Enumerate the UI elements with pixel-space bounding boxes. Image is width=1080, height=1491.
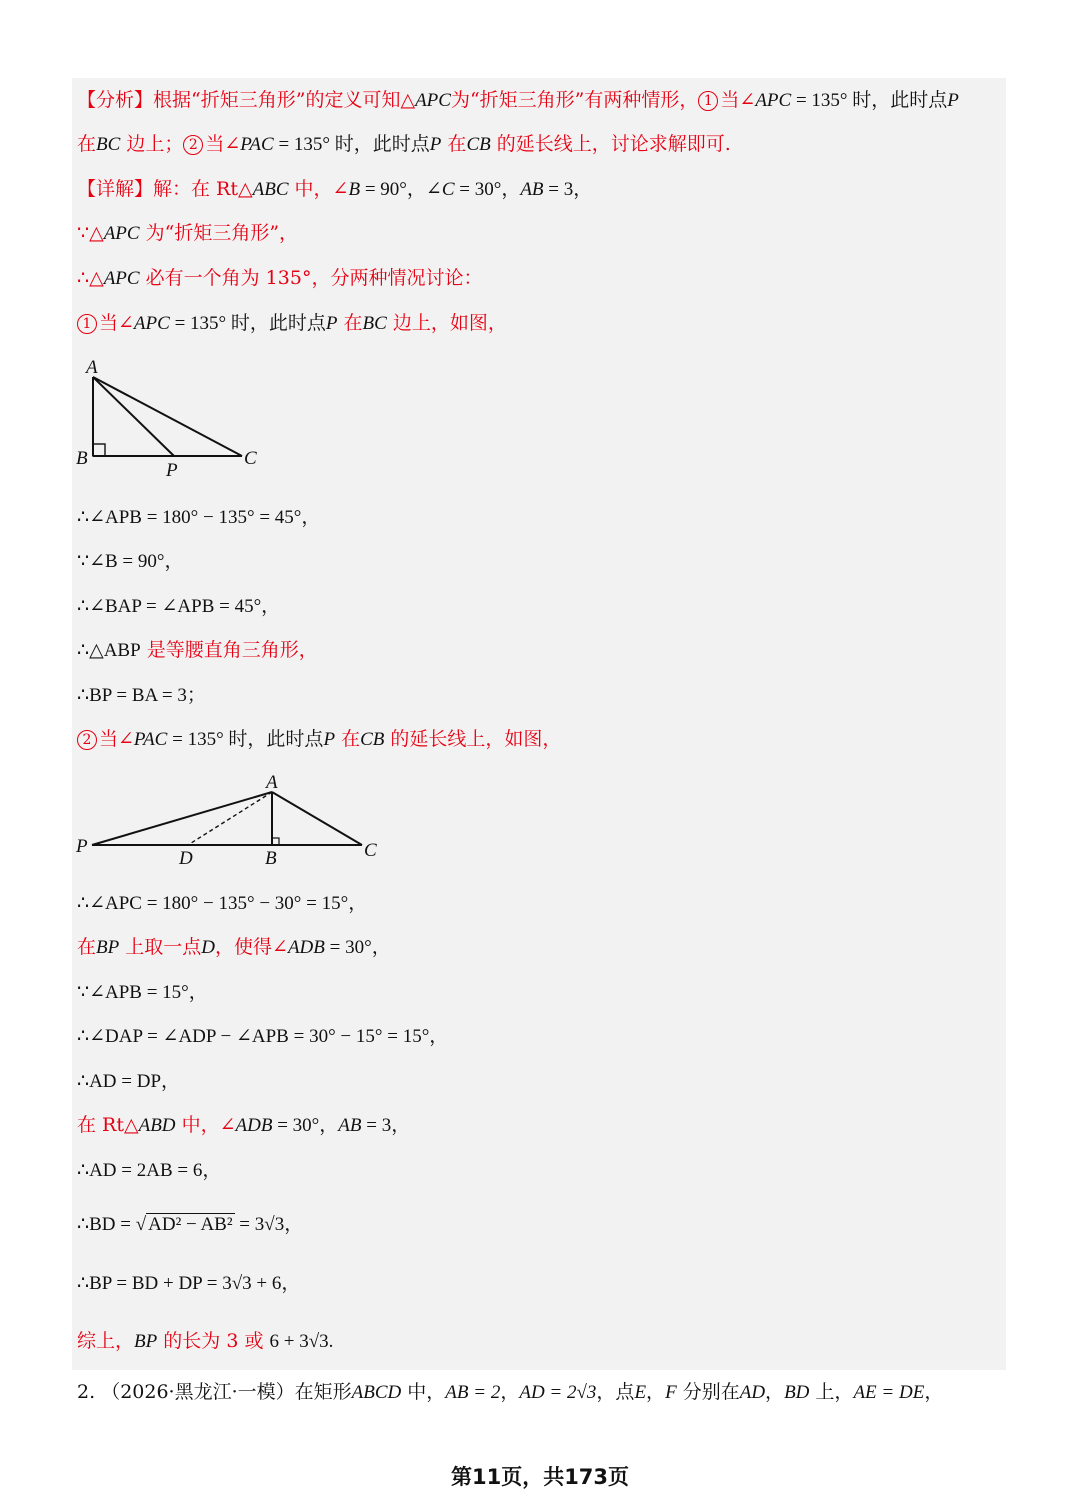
right-angle-mark xyxy=(93,444,105,456)
circled-number-2: 2 xyxy=(77,730,97,750)
detail-line-2: ∵△APC 为“折矩三角形”， xyxy=(77,222,299,244)
case1-step-4: ∴△ABP 是等腰直角三角形， xyxy=(77,639,318,661)
label-b: B xyxy=(76,448,88,469)
circled-number-2: 2 xyxy=(183,135,203,155)
label-p: P xyxy=(76,836,88,857)
case1-step-3: ∴∠BAP = ∠APB = 45°， xyxy=(77,596,281,617)
case2-step-4: ∴∠DAP = ∠ADP − ∠APB = 30° − 15° = 15°， xyxy=(77,1026,449,1047)
figure-1-triangle xyxy=(74,352,274,482)
label-b: B xyxy=(265,848,277,869)
radicand: AD² − AB² xyxy=(148,1214,233,1235)
case1-step-5: ∴BP = BA = 3； xyxy=(77,685,206,706)
circled-number-1: 1 xyxy=(77,314,97,334)
segment-ad-dashed xyxy=(188,792,272,845)
case2-step-3: ∵∠APB = 15°， xyxy=(77,982,208,1003)
case2-intro: 2 当∠PAC = 135° 时，此时点P 在CB 的延长线上，如图， xyxy=(77,727,561,752)
detail-line-3: ∴△APC 必有一个角为 135°，分两种情况讨论： xyxy=(77,267,483,289)
question-2: 2. （2026·黑龙江·一模）在矩形ABCD 中，AB = 2，AD = 2√3，点E，F 分别在AD，BD 上，AE = DE， xyxy=(77,1381,944,1403)
page-number: 第11页，共173页 xyxy=(450,1465,630,1489)
detail-tag: 【详解】 xyxy=(77,178,154,200)
case2-step-7: ∴AD = 2AB = 6， xyxy=(77,1160,222,1181)
label-c: C xyxy=(364,840,377,861)
circled-number-1: 1 xyxy=(698,91,718,111)
right-angle-mark xyxy=(272,838,279,845)
detail-line-1: 【详解】解：在 Rt△ABC 中，∠B = 90°，∠C = 30°，AB = 3， xyxy=(77,178,593,200)
analysis-line-2: 在BC 边上； 2 当∠PAC = 135° 时，此时点P 在CB 的延长线上，讨论求解即可. xyxy=(77,133,731,155)
case2-step-2: 在BP 上取一点D，使得∠ADB = 30°， xyxy=(77,936,391,958)
segment-ac xyxy=(93,377,242,456)
analysis-line-1: 【分析】根据“折矩三角形”的定义可知△APC为“折矩三角形”有两种情形， 1 当∠APC = 135° 时，此时点P xyxy=(77,89,959,111)
case2-step-8: ∴BD = √ AD² − AB² = 3√3， xyxy=(77,1214,304,1235)
case2-step-1: ∴∠APC = 180° − 135° − 30° = 15°， xyxy=(77,893,368,914)
analysis-tag: 【分析】 xyxy=(77,89,154,111)
case2-step-6: 在 Rt△ABD 中，∠ADB = 30°，AB = 3， xyxy=(77,1114,411,1136)
conclusion: 综上，BP 的长为 3 或 6 + 3√3. xyxy=(77,1330,334,1352)
label-a: A xyxy=(266,772,278,793)
label-c: C xyxy=(244,448,257,469)
case1-step-1: ∴∠APB = 180° − 135° = 45°， xyxy=(77,507,321,528)
label-d: D xyxy=(179,848,193,869)
case1-intro: 1 当∠APC = 135° 时，此时点P 在BC 边上，如图， xyxy=(77,311,507,336)
segment-ac xyxy=(272,792,362,845)
case2-step-9: ∴BP = BD + DP = 3√3 + 6， xyxy=(77,1273,301,1294)
segment-pa xyxy=(92,792,272,845)
case2-step-5: ∴AD = DP， xyxy=(77,1071,181,1092)
label-p: P xyxy=(166,460,178,481)
case1-step-2: ∵∠B = 90°， xyxy=(77,551,184,572)
figure-2-triangle xyxy=(74,770,394,870)
label-a: A xyxy=(86,357,98,378)
